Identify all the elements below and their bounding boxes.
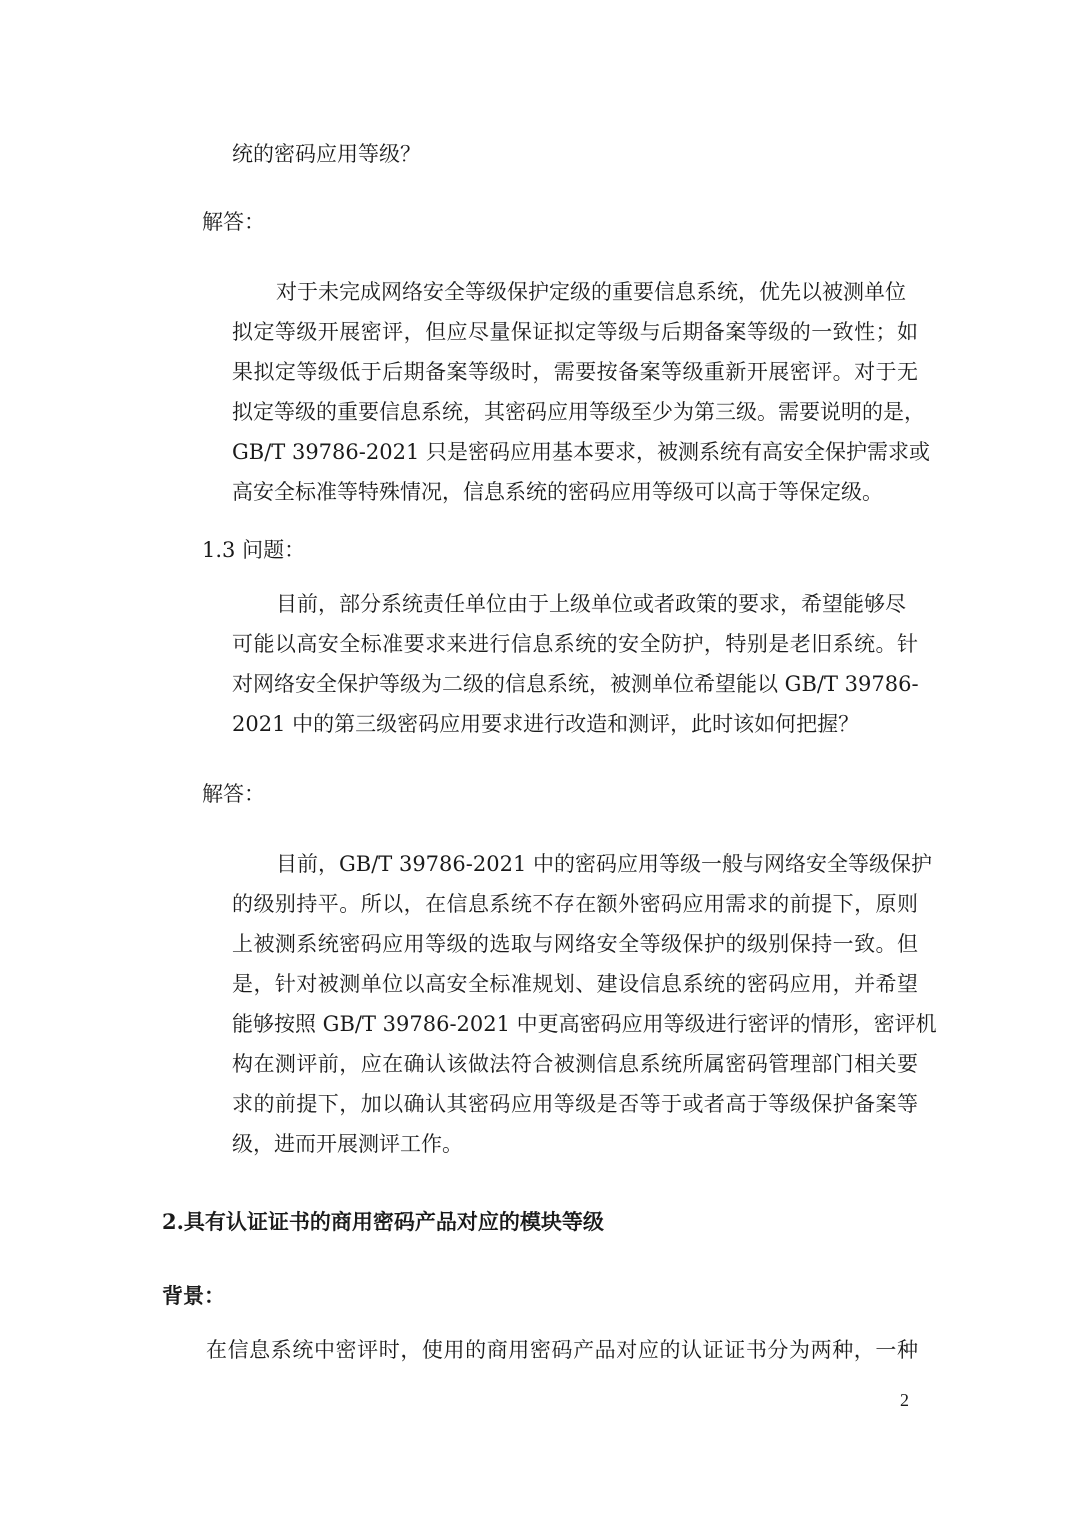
answer1-line-6: 高安全标准等特殊情况，信息系统的密码应用等级可以高于等保定级。 xyxy=(232,480,883,504)
section2-line-1: 在信息系统中密评时，使用的商用密码产品对应的认证证书分为两种，一种 xyxy=(206,1338,918,1362)
question-line-2: 可能以高安全标准要求来进行信息系统的安全防护，特别是老旧系统。针 xyxy=(232,632,918,656)
answer1-line-2: 拟定等级开展密评，但应尽量保证拟定等级与后期备案等级的一致性；如 xyxy=(232,320,918,344)
question-line-3: 对网络安全保护等级为二级的信息系统，被测单位希望能以 GB/T 39786- xyxy=(232,672,919,696)
answer2-line-6: 构在测评前，应在确认该做法符合被测信息系统所属密码管理部门相关要 xyxy=(232,1052,918,1076)
section-heading: 2.具有认证证书的商用密码产品对应的模块等级 xyxy=(162,1209,604,1234)
question-label: 1.3 问题： xyxy=(202,538,306,562)
answer1-line-5: GB/T 39786-2021 只是密码应用基本要求，被测系统有高安全保护需求或 xyxy=(232,440,930,464)
answer2-line-3: 上被测系统密码应用等级的选取与网络安全等级保护的级别保持一致。但 xyxy=(232,932,918,956)
answer-label: 解答： xyxy=(202,210,265,234)
question-line-4: 2021 中的第三级密码应用要求进行改造和测评，此时该如何把握？ xyxy=(232,712,860,736)
answer1-line-3: 果拟定等级低于后期备案等级时，需要按备案等级重新开展密评。对于无 xyxy=(232,360,918,384)
answer2-line-4: 是，针对被测单位以高安全标准规划、建设信息系统的密码应用，并希望 xyxy=(232,972,918,996)
page-number: 2 xyxy=(900,1390,909,1410)
answer2-line-1: 目前，GB/T 39786-2021 中的密码应用等级一般与网络安全等级保护 xyxy=(276,852,932,876)
intro-line: 统的密码应用等级？ xyxy=(232,142,421,166)
answer2-line-5: 能够按照 GB/T 39786-2021 中更高密码应用等级进行密评的情形，密评机 xyxy=(232,1012,937,1036)
answer2-line-8: 级，进而开展测评工作。 xyxy=(232,1132,463,1156)
answer2-line-7: 求的前提下，加以确认其密码应用等级是否等于或者高于等级保护备案等 xyxy=(232,1092,918,1116)
background-label: 背景： xyxy=(162,1283,225,1308)
answer1-line-4: 拟定等级的重要信息系统，其密码应用等级至少为第三级。需要说明的是， xyxy=(232,400,925,424)
answer-label: 解答： xyxy=(202,782,265,806)
answer1-line-1: 对于未完成网络安全等级保护定级的重要信息系统，优先以被测单位 xyxy=(276,280,906,304)
answer2-line-2: 的级别持平。所以，在信息系统不存在额外密码应用需求的前提下，原则 xyxy=(232,892,918,916)
question-line-1: 目前，部分系统责任单位由于上级单位或者政策的要求，希望能够尽 xyxy=(276,592,906,616)
